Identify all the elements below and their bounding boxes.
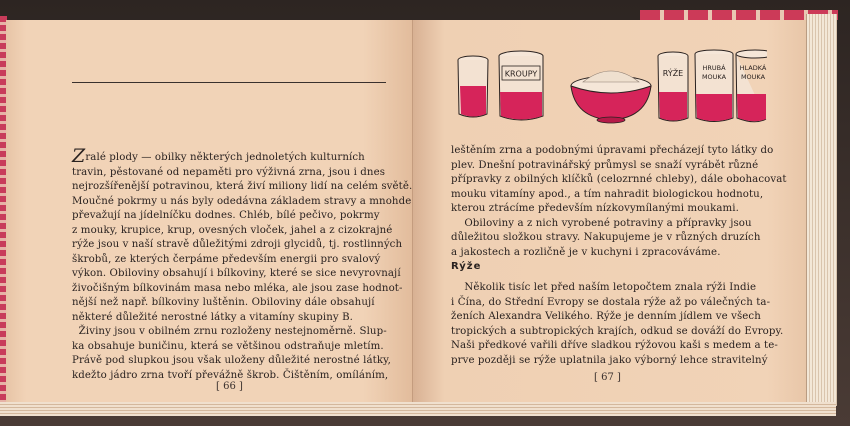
page-edges <box>806 14 837 406</box>
text-line: nejrozšířenější potravinou, která živí miliony lidí na celém světě. <box>72 181 413 192</box>
text-line: a jakostech a rozličně je v kuchyni i zpracováváme. <box>451 246 721 258</box>
text-line: ralé plody — obilky některých jednoletých kulturních <box>85 152 365 163</box>
section-heading: Rýže <box>451 261 482 272</box>
text-line: škrobů, ze kterých čerpáme především energii pro svalový <box>72 253 381 265</box>
text-line: nější než např. bílkoviny luštěnin. Obiloviny dále obsahují <box>72 297 375 308</box>
text-line: některé důležité nerostné látky a vitamíny skupiny B. <box>72 311 354 323</box>
bowl-icon <box>571 71 651 123</box>
text-line: z mouky, krupice, krup, ovesných vloček, jahel a z cizokrajné <box>72 224 393 236</box>
jar-icon <box>458 56 488 117</box>
text-line: živočišným bílkovinám masa nebo mléka, ale jsou zase hodnot- <box>72 282 403 294</box>
left-page <box>6 20 413 402</box>
dropcap: Z <box>72 145 86 167</box>
text-line: travin, pěstované od nepaměti pro výživná zrna, jsou i dnes <box>72 166 386 178</box>
text-line: důležitou složkou stravy. Nakupujeme je v různých druzích <box>451 232 761 243</box>
right-body-text-top <box>451 144 791 260</box>
label-ryze: RÝŽE <box>662 69 684 78</box>
text-line: Právě pod slupkou jsou však uloženy důležité nerostné látky, <box>72 355 391 366</box>
grain-jars-illustration <box>443 48 767 130</box>
text-line: Naši předkové vařili dříve sladkou rýžovou kaši s medem a te- <box>451 340 778 351</box>
right-body-text-bottom <box>451 281 791 368</box>
label-kroupy: KROUPY <box>504 69 538 79</box>
text-line: přípravky z obilných klíčků (celozrnné chleby), dále obohacovat <box>451 174 787 185</box>
text-line: plev. Dnešní potravinářský průmysl se snaží vyrábět různé <box>451 159 759 171</box>
text-line: mouku vitamíny apod., a tím nahradit biologickou hodnotu, <box>451 188 764 200</box>
text-line: Živiny jsou v obilném zrnu rozloženy nestejnoměrně. Slup- <box>72 326 387 337</box>
text-line: výkon. Obiloviny obsahují i bílkoviny, které se sice nevyrovnají <box>72 268 401 279</box>
header-rule <box>72 82 386 83</box>
text-line: Několik tisíc let před naším letopočtem znala rýži Indie <box>451 282 757 293</box>
text-line: ka obsahuje buničinu, která se většinou odstraňuje mletím. <box>72 340 384 352</box>
page-number: [ 67 ] <box>594 372 621 383</box>
text-line: i Čína, do Střední Evropy se dostala rýže až po válečných ta- <box>451 296 771 308</box>
label-hladka-mouka: HLADKÁ MOUKA <box>739 64 767 81</box>
hladka-mouka-jar-icon <box>736 50 767 122</box>
text-line: kdežto jádro zrna tvoří převážně škrob. Čištěním, omíláním, <box>72 369 389 381</box>
ryze-jar-icon <box>658 52 688 121</box>
text-line: Obiloviny a z nich vyrobené potraviny a přípravky jsou <box>451 217 752 229</box>
text-line: leštěním zrna a podobnými úpravami přecházejí tyto látky do <box>451 145 774 156</box>
left-body-text <box>72 145 413 383</box>
label-hruba-mouka: HRUBÁ MOUKA <box>701 64 727 81</box>
right-page <box>413 20 807 402</box>
text-line: převažují na jídelníčku dodnes. Chléb, bílé pečivo, pokrmy <box>72 210 380 221</box>
text-line: rýže jsou v naší stravě důležitými zdroji glycidů, tj. rostlinných <box>72 239 403 250</box>
text-line: ženích Alexandra Velikého. Rýže je denním jídlem ve všech <box>451 311 761 322</box>
text-line: kterou ztrácíme především nízkovymílanými moukami. <box>451 203 739 214</box>
hruba-mouka-jar-icon <box>695 50 733 122</box>
text-line: Moučné pokrmy u nás byly odedávna základem stravy a mnohde <box>72 195 412 207</box>
text-line: prve později se rýže uplatnila jako výborný lehce stravitelný <box>451 354 768 366</box>
page-edges-bottom <box>0 402 836 416</box>
text-line: tropických a subtropických krajích, odkud se dováží do Evropy. <box>451 325 784 337</box>
page-number: [ 66 ] <box>216 381 243 392</box>
kroupy-jar-icon <box>499 51 543 120</box>
